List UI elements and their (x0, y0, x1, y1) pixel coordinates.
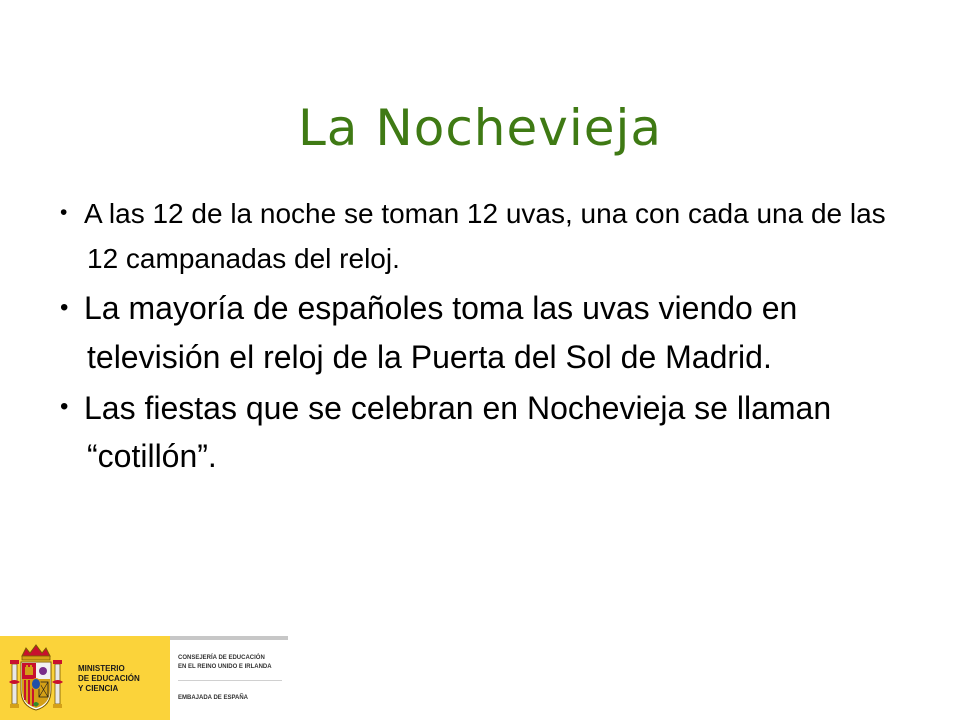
consejeria-line: CONSEJERÍA DE EDUCACIÓN (178, 655, 265, 661)
footer-logo-band (0, 636, 288, 720)
bullet-item (52, 192, 922, 280)
slide-title: La Nochevieja (297, 99, 663, 157)
bullet-text: La mayoría de españoles toma las uvas viendo en televisión el reloj de la Puerta del Sol de Madrid. (84, 290, 798, 375)
bullet-text: Las fiestas que se celebran en Nochevieja se llaman “cotillón”. (84, 389, 832, 475)
consejeria-line: EN EL REINO UNIDO E IRLANDA (178, 664, 272, 670)
bullet-list (52, 192, 922, 484)
consejeria-name (178, 654, 272, 672)
footer-divider (178, 680, 282, 681)
bullet-dot: • (60, 201, 68, 225)
bullet-item (52, 285, 922, 380)
ministry-logo-block (0, 636, 170, 720)
bullet-dot: • (60, 393, 69, 421)
ministry-name-line: DE EDUCACIÓN (78, 674, 140, 683)
ministry-name (78, 664, 140, 694)
ministry-name-line: MINISTERIO (78, 664, 125, 673)
consejeria-block (170, 636, 288, 720)
spain-coat-of-arms-icon (8, 642, 64, 716)
bullet-text: A las 12 de la noche se toman 12 uvas, una con cada una de las 12 campanadas del reloj. (84, 198, 886, 275)
bullet-item (52, 385, 922, 480)
ministry-name-line: Y CIENCIA (78, 684, 119, 693)
embajada-name: EMBAJADA DE ESPAÑA (178, 695, 249, 701)
bullet-dot: • (60, 293, 69, 321)
